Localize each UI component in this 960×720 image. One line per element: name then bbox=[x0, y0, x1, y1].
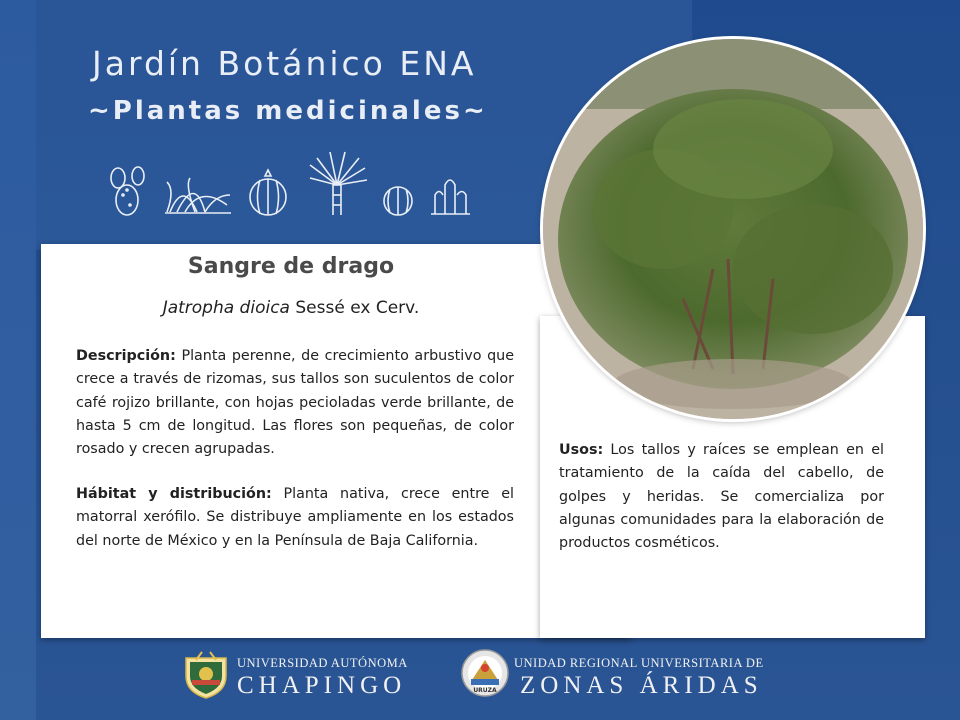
uruza-logo-icon bbox=[460, 648, 510, 698]
columnar-cactus-icon bbox=[431, 180, 470, 214]
zonas-aridas-line1: UNIDAD REGIONAL UNIVERSITARIA DE bbox=[514, 656, 764, 670]
plant-scientific-name bbox=[41, 298, 541, 318]
habitat-text: Planta nativa, crece entre el matorral xerófilo. Se distribuye ampliamente en los estados del norte de México y en la Península de Baja California. bbox=[76, 486, 515, 549]
chapingo-line1: UNIVERSIDAD AUTÓNOMA bbox=[237, 656, 408, 670]
page-subtitle: ~Plantas medicinales~ bbox=[88, 96, 488, 126]
zonas-aridas-line2: ZONAS ÁRIDAS bbox=[520, 672, 763, 699]
uses-paragraph bbox=[559, 439, 884, 555]
habitat-label: Hábitat y distribución: bbox=[76, 486, 272, 502]
chapingo-line2: CHAPINGO bbox=[237, 672, 407, 699]
uses-text: Los tallos y raíces se emplean en el tratamiento de la caída del cabello, de golpes y heridas. Se comercializa por algunas comunidades para la elaboración de productos cosméticos. bbox=[559, 442, 884, 552]
description-text: Planta perenne, de crecimiento arbustivo que crece a través de rizomas, sus tallos son suculentos de color café rojizo brillante, con hojas pecioladas verde brillante, de hasta 5 cm de longitud. Las flores son pequeñas, de color rosado y crecen agrupadas. bbox=[76, 348, 514, 458]
page-title: Jardín Botánico ENA bbox=[92, 44, 477, 83]
plant-icons-row bbox=[105, 150, 485, 225]
round-cactus-icon bbox=[384, 187, 412, 215]
description-paragraph bbox=[76, 345, 514, 461]
barrel-cactus-icon bbox=[250, 170, 286, 215]
scientific-name-author: Sessé ex Cerv. bbox=[289, 298, 420, 318]
habitat-paragraph bbox=[76, 483, 514, 553]
yucca-icon bbox=[310, 152, 367, 215]
uruza-logo-text: URUZA bbox=[473, 687, 497, 694]
prickly-pear-cactus-icon bbox=[111, 167, 144, 215]
chapingo-logo-icon bbox=[182, 650, 230, 700]
left-stripe bbox=[0, 0, 36, 720]
uses-label: Usos: bbox=[559, 442, 604, 458]
plant-common-name: Sangre de drago bbox=[187, 254, 395, 279]
description-label: Descripción: bbox=[76, 348, 176, 364]
plant-photo bbox=[543, 39, 923, 419]
agave-icon bbox=[165, 178, 231, 213]
plant-photo-illustration bbox=[543, 39, 923, 419]
scientific-name-italic: Jatropha dioica bbox=[162, 298, 290, 318]
